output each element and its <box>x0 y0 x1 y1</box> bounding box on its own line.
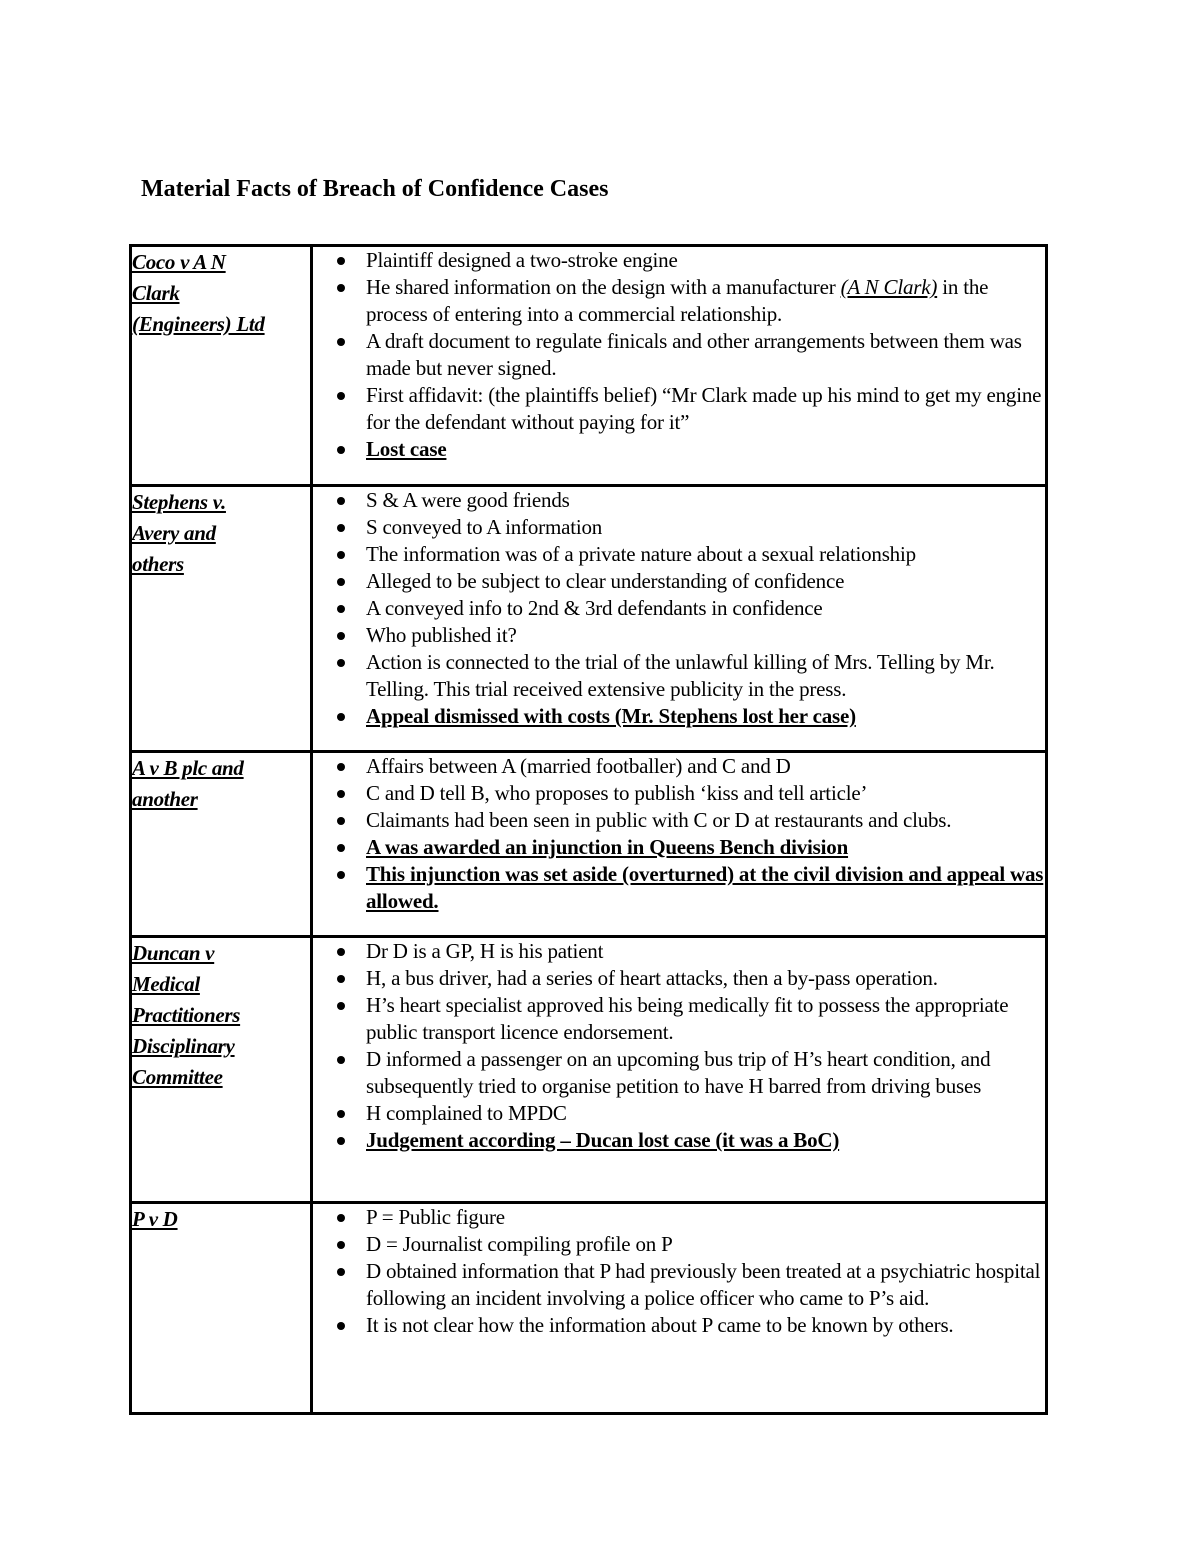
case-name-line: Practitioners <box>132 1003 241 1027</box>
case-name-line: others <box>132 552 184 576</box>
case-facts-cell <box>312 486 1047 752</box>
case-name-line: another <box>132 787 198 811</box>
fact-item: Action is connected to the trial of the unlawful killing of Mrs. Telling by Mr. Telling. This trial received extensive publicity in the press. <box>313 649 1045 703</box>
facts-list <box>313 1204 1045 1339</box>
case-facts-cell <box>312 937 1047 1203</box>
facts-list <box>313 247 1045 463</box>
fact-item: Plaintiff designed a two-stroke engine <box>313 247 1045 274</box>
case-facts-cell <box>312 246 1047 486</box>
case-name-line: Committee <box>132 1065 223 1089</box>
fact-item: Affairs between A (married footballer) and C and D <box>313 753 1045 780</box>
fact-item: A conveyed info to 2nd & 3rd defendants in confidence <box>313 595 1045 622</box>
fact-item: The information was of a private nature about a sexual relationship <box>313 541 1045 568</box>
facts-list <box>313 753 1045 915</box>
fact-item: First affidavit: (the plaintiffs belief) “Mr Clark made up his mind to get my engine for the defendant without paying for it” <box>313 382 1045 436</box>
fact-item: S & A were good friends <box>313 487 1045 514</box>
case-name-line: Duncan v <box>132 941 215 965</box>
fact-item: Alleged to be subject to clear understanding of confidence <box>313 568 1045 595</box>
case-name-line: Medical <box>132 972 200 996</box>
outcome-item: A was awarded an injunction in Queens Bench division <box>313 834 1045 861</box>
outcome-item: Judgement according – Ducan lost case (it was a BoC) <box>313 1127 1045 1154</box>
case-name-line: Clark <box>132 281 180 305</box>
facts-list <box>313 487 1045 730</box>
case-name-cell <box>131 752 312 937</box>
fact-item: P = Public figure <box>313 1204 1045 1231</box>
fact-item: C and D tell B, who proposes to publish ‘kiss and tell article’ <box>313 780 1045 807</box>
fact-item: A draft document to regulate finicals and other arrangements between them was made but never signed. <box>313 328 1045 382</box>
case-name-line: Coco v A N <box>132 250 226 274</box>
fact-item: H’s heart specialist approved his being medically fit to possess the appropriate public transport licence endorsement. <box>313 992 1045 1046</box>
cases-table <box>129 244 1048 1415</box>
case-name-line: Disciplinary <box>132 1034 235 1058</box>
fact-text: in the process of entering into a commercial relationship. <box>366 275 989 326</box>
case-name-cell <box>131 486 312 752</box>
case-name-line: Avery and <box>132 521 216 545</box>
fact-item: H, a bus driver, had a series of heart attacks, then a by-pass operation. <box>313 965 1045 992</box>
fact-item <box>313 274 1045 328</box>
fact-item: D informed a passenger on an upcoming bus trip of H’s heart condition, and subsequently tried to organise petition to have H barred from driving buses <box>313 1046 1045 1100</box>
case-row-duncan <box>131 937 1047 1203</box>
case-name-cell <box>131 246 312 486</box>
fact-item: D obtained information that P had previously been treated at a psychiatric hospital following an incident involving a police officer who came to P’s aid. <box>313 1258 1045 1312</box>
outcome-item: Appeal dismissed with costs (Mr. Stephens lost her case) <box>313 703 1045 730</box>
case-row-stephens <box>131 486 1047 752</box>
case-name-line: Stephens v. <box>132 490 226 514</box>
fact-item: H complained to MPDC <box>313 1100 1045 1127</box>
case-name-line: P v D <box>132 1207 178 1231</box>
party-name: (A N Clark) <box>840 275 938 299</box>
fact-item: Claimants had been seen in public with C or D at restaurants and clubs. <box>313 807 1045 834</box>
outcome-item: This injunction was set aside (overturned) at the civil division and appeal was allowed. <box>313 861 1045 915</box>
case-name-cell <box>131 937 312 1203</box>
case-row-coco <box>131 246 1047 486</box>
fact-item: D = Journalist compiling profile on P <box>313 1231 1045 1258</box>
fact-item: Who published it? <box>313 622 1045 649</box>
facts-list <box>313 938 1045 1154</box>
fact-item: It is not clear how the information about P came to be known by others. <box>313 1312 1045 1339</box>
case-row-p-v-d <box>131 1203 1047 1414</box>
case-facts-cell <box>312 1203 1047 1414</box>
case-name-line: (Engineers) Ltd <box>132 312 265 336</box>
case-name-cell <box>131 1203 312 1414</box>
case-row-a-v-b <box>131 752 1047 937</box>
case-facts-cell <box>312 752 1047 937</box>
fact-item: Dr D is a GP, H is his patient <box>313 938 1045 965</box>
document-title: Material Facts of Breach of Confidence Cases <box>141 176 609 202</box>
fact-text: He shared information on the design with a manufacturer <box>366 275 836 299</box>
case-name-line: A v B plc and <box>132 756 244 780</box>
fact-item: S conveyed to A information <box>313 514 1045 541</box>
outcome-item: Lost case <box>313 436 1045 463</box>
